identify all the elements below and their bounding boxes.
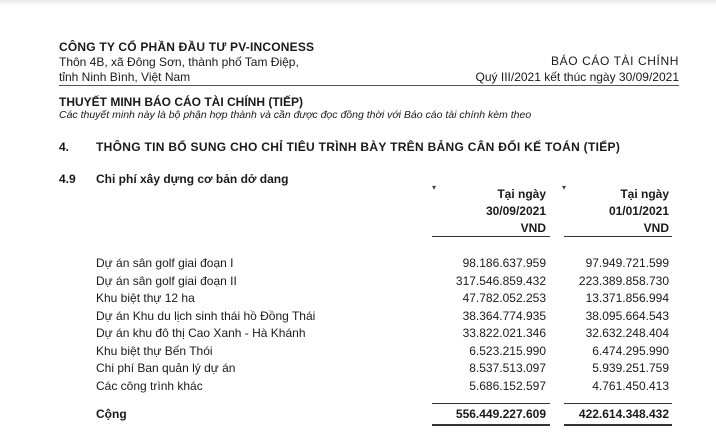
scan-edge: [0, 0, 716, 6]
column-header-date: 01/01/2021: [608, 204, 669, 218]
column-header-rule: [432, 236, 550, 237]
total-bottom-rule: [432, 424, 550, 426]
row-value-30-09-2021: 33.822.021.346: [462, 326, 546, 340]
report-title: BÁO CÁO TÀI CHÍNH: [551, 54, 679, 68]
row-value-30-09-2021: 98.186.637.959: [462, 256, 546, 270]
cost-table: [0, 256, 716, 396]
total-value-30-09-2021: 556.449.227.609: [455, 407, 546, 421]
row-label: Dự án sân golf giai đoạn II: [96, 273, 237, 288]
column-header-30-09-2021: [486, 186, 546, 237]
row-label: Chi phí Ban quản lý dự án: [96, 361, 236, 375]
row-value-30-09-2021: 317.546.859.432: [455, 273, 546, 288]
row-label: Khu biệt thự Bến Thói: [96, 343, 213, 358]
row-label: Các công trình khác: [96, 378, 203, 393]
section-number: 4.: [59, 140, 70, 154]
total-label: Cộng: [96, 407, 127, 421]
notes-subtitle: Các thuyết minh này là bộ phận hợp thành và cần được đọc đồng thời với Báo cáo tài chính kèm theo: [59, 109, 532, 121]
row-label: Dự án khu đô thị Cao Xanh - Hà Khánh: [96, 326, 306, 340]
table-row: [0, 309, 716, 327]
column-header-date: 30/09/2021: [485, 204, 546, 218]
row-value-30-09-2021: 5.686.152.597: [469, 378, 546, 393]
row-value-30-09-2021: 8.537.513.097: [469, 361, 546, 375]
column-header-line1: Tại ngày: [620, 187, 669, 201]
column-header-unit: VND: [643, 221, 669, 235]
company-address-line1: Thôn 4B, xã Đông Sơn, thành phố Tam Điệp,: [59, 55, 299, 69]
company-address-line2: tỉnh Ninh Bình, Việt Nam: [59, 70, 191, 84]
row-value-01-01-2021: 97.949.721.599: [585, 256, 669, 270]
row-value-01-01-2021: 6.474.295.990: [592, 343, 669, 358]
row-value-01-01-2021: 13.371.856.994: [585, 291, 669, 305]
table-row: [0, 256, 716, 274]
row-value-01-01-2021: 38.095.664.543: [585, 308, 669, 323]
pen-tick-mark: ▾: [562, 183, 567, 192]
row-value-01-01-2021: 223.389.858.730: [578, 273, 669, 288]
table-row: [0, 326, 716, 344]
table-row: [0, 344, 716, 362]
pen-tick-mark: ▾: [432, 183, 437, 192]
subsection-title: Chi phí xây dựng cơ bản dở dang: [96, 172, 289, 186]
table-row: [0, 361, 716, 379]
total-top-rule: [564, 403, 672, 404]
column-header-line1: Tại ngày: [497, 187, 546, 201]
report-period: Quý III/2021 kết thúc ngày 30/09/2021: [475, 70, 679, 84]
header-divider: [59, 85, 679, 86]
section-title: THÔNG TIN BỔ SUNG CHO CHỈ TIÊU TRÌNH BÀY TRÊN BẢNG CÂN ĐỐI KẾ TOÁN (TIẾP): [96, 140, 621, 154]
row-value-30-09-2021: 47.782.052.253: [462, 291, 546, 305]
table-row: [0, 379, 716, 397]
total-bottom-rule: [564, 424, 672, 426]
row-value-30-09-2021: 38.364.774.935: [462, 308, 546, 323]
row-value-30-09-2021: 6.523.215.990: [469, 343, 546, 358]
column-header-rule: [564, 236, 672, 237]
row-value-01-01-2021: 4.761.450.413: [592, 378, 669, 393]
column-header-01-01-2021: [609, 186, 669, 237]
row-value-01-01-2021: 32.632.248.404: [585, 326, 669, 340]
row-label: Khu biệt thự 12 ha: [96, 291, 195, 305]
table-row: [0, 274, 716, 292]
total-top-rule: [432, 403, 550, 404]
company-name: CÔNG TY CỔ PHẦN ĐẦU TƯ PV-INCONESS: [59, 40, 315, 54]
total-value-01-01-2021: 422.614.348.432: [578, 407, 669, 421]
row-value-01-01-2021: 5.939.251.759: [592, 361, 669, 375]
notes-title: THUYẾT MINH BÁO CÁO TÀI CHÍNH (TIẾP): [59, 95, 303, 109]
table-row: [0, 291, 716, 309]
column-header-unit: VND: [520, 221, 546, 235]
row-label: Dự án sân golf giai đoạn I: [96, 256, 234, 270]
row-label: Dự án Khu du lịch sinh thái hồ Đồng Thái: [96, 308, 316, 323]
subsection-number: 4.9: [59, 172, 76, 186]
